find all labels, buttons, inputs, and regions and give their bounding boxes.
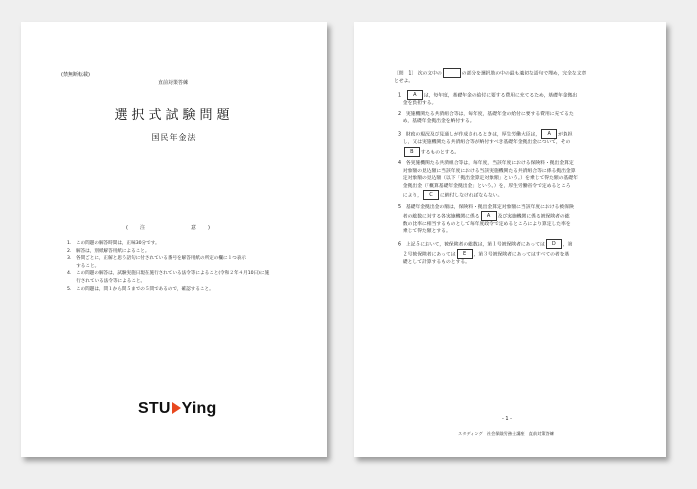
question-label: 〔問 1〕 [394, 71, 417, 77]
note-item: 5. この問題は，問１から問５までの５問であるので，確認すること。 [67, 286, 214, 292]
question-line [398, 211, 578, 221]
line-text: 4 各実施機関たる共済組合等は，毎年度，当該年度における保険料・拠出金算定 [398, 161, 574, 167]
line-text: 対象額の見込額に当該年度における当該実施機関たる共済組合等に係る拠出金算 [398, 168, 576, 174]
question-line [398, 168, 578, 175]
line-text: 者の総数に対する各実施機関に係る [398, 214, 480, 220]
question-line [398, 129, 578, 139]
line-text: 金を負担する。 [398, 101, 437, 106]
question-line [398, 147, 578, 157]
exam-subject: 国民年金法 [151, 133, 197, 142]
question-line [398, 139, 578, 146]
line-text: 3 財政の現況及び見通しが作成されるときは，厚生労働大臣は， [398, 132, 541, 138]
question-line [398, 239, 578, 249]
play-icon [172, 402, 181, 414]
line-text: は，毎年度，基礎年金の給付に要する費用に充てるため，基礎年金拠出 [423, 93, 578, 99]
note-item: すること。 [67, 263, 100, 269]
badge-text: (禁無断転載) [61, 72, 90, 78]
note-item: 1. この問題の解答時間は，正味30分です。 [67, 241, 160, 246]
question-line [398, 249, 578, 259]
question-line [398, 175, 578, 182]
notes-list [67, 240, 269, 293]
line-text: 数の比率に相当するものとして毎年度政令で定めるところにより算定した率を [398, 222, 571, 228]
answer-blank-box: C [423, 190, 439, 200]
question-line [398, 221, 578, 228]
question-line [398, 111, 578, 118]
line-text: 6 上記５において，被保険者の総数は，第１号被保険者にあっては [398, 242, 545, 248]
question-line [398, 190, 578, 200]
line-text: 1 [398, 93, 406, 99]
line-text: により， [398, 193, 422, 199]
line-text: 及び実施機関に係る被保険者の総 [497, 214, 570, 220]
question-line [398, 90, 578, 100]
line-text: め，基礎年金拠出金を納付する。 [398, 119, 475, 125]
line-text: 5 基礎年金拠出金の額は，保険料・拠出金算定対象額に当該年度における被保険 [398, 204, 574, 210]
question-body [398, 90, 578, 267]
studying-logo [138, 400, 216, 418]
course-label: 直前対策答練 [158, 80, 189, 86]
intro-text-1: 次の文中の [417, 71, 442, 77]
line-text: に納付しなければならない。 [440, 193, 503, 199]
question-line [398, 160, 578, 167]
note-item: 行されている法令等によること。 [67, 278, 146, 284]
line-text: ２号被保険者にあっては [398, 252, 456, 258]
logo-text-left: STU [138, 400, 171, 417]
answer-blank-box: E [457, 249, 473, 259]
blank-box [443, 68, 461, 78]
line-text: が負担 [558, 132, 573, 138]
line-text: 定対象額の見込額（以下「拠出金算定対象額」という。）を乗じて得た額の基礎年 [398, 176, 578, 182]
line-text: ，第 [562, 242, 573, 248]
question-line [398, 259, 578, 266]
line-text: ，第３号被保険者にあってはすべての者を基 [473, 252, 570, 258]
note-item: 2. 解答は，別紙解答用紙によること。 [67, 248, 150, 254]
exam-cover-page [21, 22, 327, 457]
page-footer: スタディング 社会保険労務士講座 直前対策答練 [458, 431, 554, 436]
line-text: し，又は実施機関たる共済組合等が納付すべき基礎年金拠出金について，その [398, 140, 571, 146]
answer-blank-box: D [546, 239, 562, 249]
answer-blank-box: B [404, 147, 420, 157]
line-text [398, 150, 403, 155]
line-text: 乗じて得た額とする。 [398, 229, 451, 235]
line-text: するものとする。 [420, 150, 460, 156]
line-text: 2 実施機関たる共済組合等は，毎年度，基礎年金の給付に要する費用に充てるた [398, 112, 574, 117]
question-intro [394, 68, 586, 78]
intro-text-2: の部分を選択肢の中の最も適切な語句で埋め，完全な文章 [461, 71, 587, 77]
line-text: 金拠出金（「概算基礎年金拠出金」という。）を，厚生労働省令で定めるところ [398, 183, 571, 189]
line-text: 礎として計算するものとする。 [398, 260, 470, 266]
intro-text-3: とせよ。 [394, 79, 414, 84]
question-line [398, 118, 578, 125]
page-number: - 1 - [502, 416, 512, 422]
exam-title: 選択式試験問題 [114, 108, 234, 123]
question-page [354, 22, 666, 457]
logo-text-right: Ying [181, 400, 217, 417]
note-item: 3. 各問ごとに，正解と思う語句に付されている番号を解答用紙の所定の欄に１つ表示 [67, 256, 246, 262]
answer-blank-box: A [407, 90, 423, 100]
question-line [398, 204, 578, 211]
question-line [398, 100, 578, 107]
answer-blank-box: A [481, 211, 497, 221]
note-item: 4. この問題の解答は，試験実施日現在施行されている法令等によること(令和２年４月10日)に施 [67, 271, 270, 277]
question-line [398, 228, 578, 235]
question-line [398, 183, 578, 190]
notes-heading: (注 意) [126, 225, 222, 231]
answer-blank-box: A [541, 129, 557, 139]
